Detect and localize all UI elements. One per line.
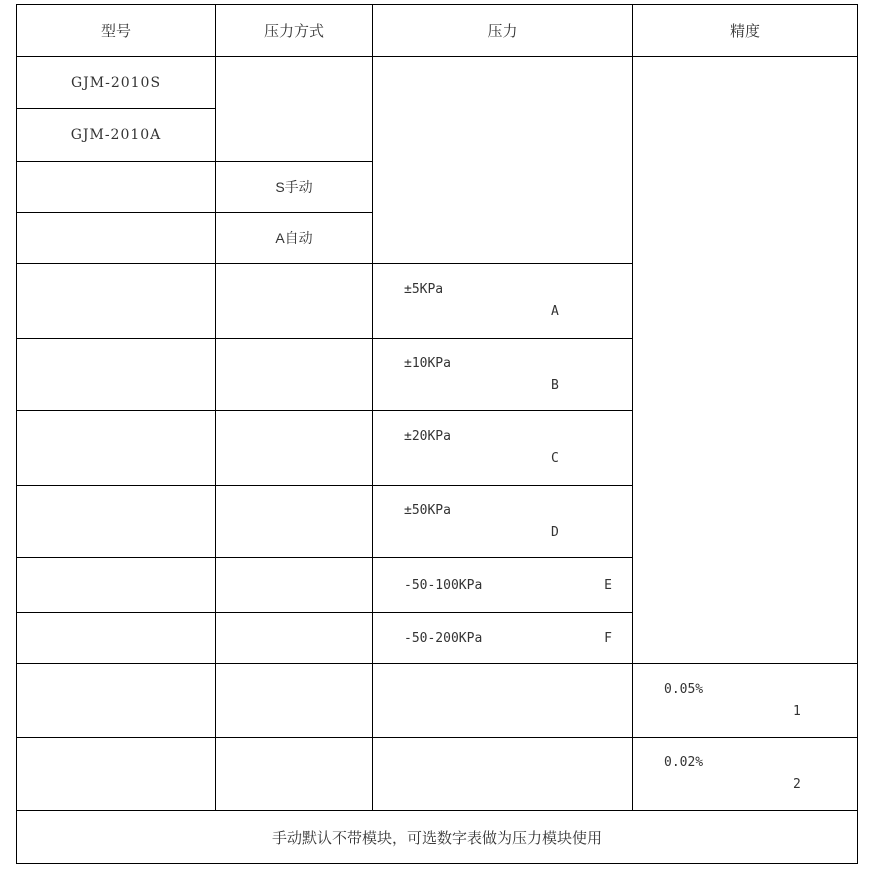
header-row	[17, 5, 858, 57]
header-cell-accuracy: 精度	[633, 5, 858, 57]
pressure-cell-a	[373, 264, 633, 339]
blank-cell	[17, 486, 216, 558]
blank-cell	[17, 264, 216, 339]
header-cell-pressure: 压力	[373, 5, 633, 57]
pressure-cell-d	[373, 486, 633, 558]
blank-cell	[17, 664, 216, 738]
pressure-value: ±10KPa	[404, 355, 451, 371]
accuracy-code: 1	[793, 703, 801, 719]
blank-cell	[17, 558, 216, 613]
table-row	[17, 664, 858, 738]
blank-cell	[216, 664, 373, 738]
pressure-cell-e	[373, 558, 633, 613]
blank-cell	[216, 613, 373, 664]
footnote-cell: 手动默认不带模块，可选数字表做为压力模块使用	[17, 811, 858, 864]
model-cell-gjm2010s: GJM-2010S	[17, 57, 216, 109]
blank-cell	[17, 339, 216, 411]
pressure-value: ±50KPa	[404, 502, 451, 518]
blank-cell	[17, 738, 216, 811]
pressure-value: ±5KPa	[404, 282, 444, 297]
pressure-code: A	[551, 304, 559, 319]
table-row	[17, 738, 858, 811]
pressure-cell-f	[373, 613, 633, 664]
pressure-value: ±20KPa	[404, 429, 451, 444]
blank-cell-pressure-span	[373, 57, 633, 264]
accuracy-value: 0.02%	[664, 755, 704, 770]
header-cell-pressure-method: 压力方式	[216, 5, 373, 57]
pressure-code: F	[604, 630, 612, 646]
model-selection-table	[16, 4, 858, 864]
blank-cell	[216, 339, 373, 411]
pressure-code: D	[551, 524, 559, 540]
blank-cell-accuracy-span	[633, 57, 858, 664]
method-cell-auto: A自动	[216, 213, 373, 264]
pressure-cell-b	[373, 339, 633, 411]
blank-cell	[17, 162, 216, 213]
blank-cell-method-span	[216, 57, 373, 162]
blank-cell	[216, 558, 373, 613]
method-cell-manual: S手动	[216, 162, 373, 213]
blank-cell	[17, 213, 216, 264]
blank-cell	[17, 613, 216, 664]
pressure-value: -50-100KPa	[404, 577, 483, 593]
accuracy-cell-2	[633, 738, 858, 811]
blank-cell	[373, 664, 633, 738]
blank-cell	[216, 486, 373, 558]
blank-cell	[373, 738, 633, 811]
blank-cell	[17, 411, 216, 486]
accuracy-code: 2	[793, 777, 801, 792]
blank-cell	[216, 738, 373, 811]
blank-cell	[216, 411, 373, 486]
footnote-row	[17, 811, 858, 864]
blank-cell	[216, 264, 373, 339]
pressure-value: -50-200KPa	[404, 630, 483, 646]
pressure-code: C	[551, 451, 559, 466]
accuracy-cell-1	[633, 664, 858, 738]
table-row	[17, 57, 858, 109]
pressure-cell-c	[373, 411, 633, 486]
pressure-code: E	[604, 577, 612, 593]
pressure-code: B	[551, 377, 559, 393]
model-cell-gjm2010a: GJM-2010A	[17, 109, 216, 162]
accuracy-value: 0.05%	[664, 681, 704, 697]
header-cell-model: 型号	[17, 5, 216, 57]
